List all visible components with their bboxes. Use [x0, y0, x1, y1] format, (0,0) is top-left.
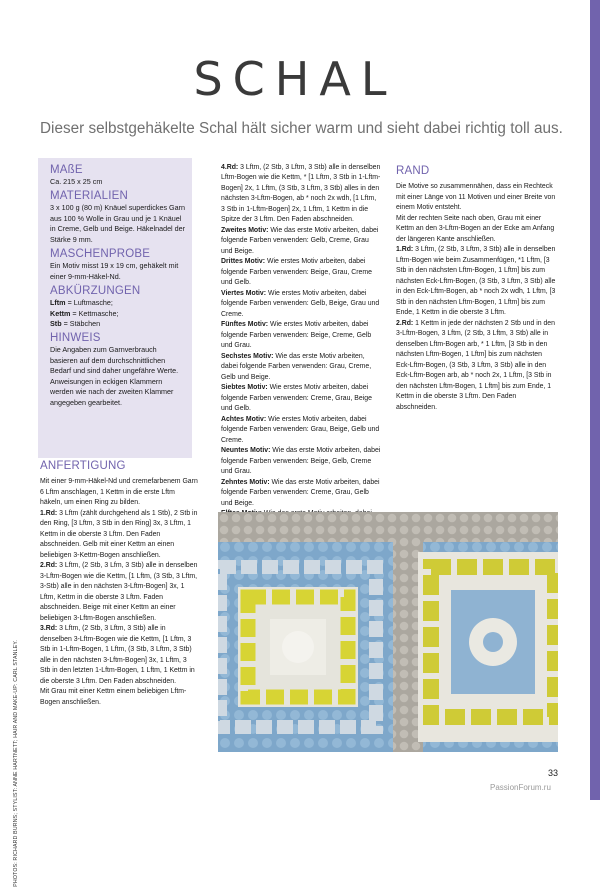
page-number: 33 [548, 768, 559, 778]
watermark: PassionForum.ru [490, 783, 551, 792]
instructions-column-3 [396, 163, 556, 413]
page-title: SCHAL [193, 52, 397, 106]
end-paragraph: Mit Grau mit einer Kettm einem beliebigen Lftm-Bogen anschließen. [40, 688, 187, 706]
info-box [38, 158, 192, 458]
abbreviation-item: Kettm = Kettmasche; [50, 308, 119, 318]
round-1-paragraph: 1.Rd: 3 Lftm (zählt durchgehend als 1 Stb), 2 Stb in den Ring, [3 Lftm, 3 Stb in den Ring] 3x, 3 Lftm, 1 Kettm in die oberste 3 Lftm. Den Faden abschneiden. Gelb mit einer Kettm an einen beliebigen 3-Kettm-Bogen anschließen. [40, 509, 198, 559]
material-text: 3 x 100 g (80 m) Knäuel superdickes Garn aus 100 % Wolle in Grau und je 1 Knäuel in Creme, Gelb und Beige. Häkelnadel der Stärke 9 mm. [50, 203, 186, 244]
rand-round-1: 1.Rd: 3 Lftm, (2 Stb, 3 Lftm, 3 Stb) alle in denselben Lftm-Bogen wie beim Zusammenfügen, *1 Lftm, [3 Stb in den nächsten Lftm-Bogen, 1 Lftm] bis zum nächsten Eck-Lftm-Bogen, (3 Stb, 3 Lftm, 3 Stb) alle in den Eck-Lftm-Bogen, ab * noch 2x wdh, 1 Lftm, [3 Stb in den nächsten Lftm-Bogen, 1 Lftm] bis zum Ende, 1 Kettm in die oberste 3 Lftm. [396, 246, 556, 317]
abbreviation-item: Lftm = Luftmasche; [50, 298, 113, 308]
hinweis-text: Die Angaben zum Garnverbrauch basieren auf dem durchschnittlichen Bedarf und sind daher ungefähre Werte. Anweisungen in eckigen Klammern werden wie nach der zweiten Klammer angegeben gearbeitet. [50, 345, 179, 407]
intro-paragraph: Mit einer 9-mm-Häkel-Nd und cremefarbenem Garn 6 Lftm anschlagen, 1 Kettm in die erste Lftm häkeln, um einen Ring zu bilden. [40, 478, 198, 507]
motif-paragraph: Sechstes Motiv: Wie das erste Motiv arbeiten, dabei folgende Farben verwenden: Grau, Creme, Gelb und Beige. [221, 352, 372, 381]
instructions-column-2 [221, 163, 381, 540]
round-3-paragraph: 3.Rd: 3 Lftm, (2 Stb, 3 Lftm, 3 Stb) alle in denselben 3-Lftm-Bogen wie die Kettm, [1 Lftm, 3 Stb in 1-Lftm-Bogen, 1 Lftm, (3 Stb, 3 Lftm, 3 Stb) alle in den nächsten 3-Lftm-Bogen] 3x, 1 Lftm, 3 Stb in den letzten 1-Lftm-Bogen, 1 Lftm, 1 Kettm in die oberste 3 Lftm. Den Faden abschneiden. [40, 625, 195, 685]
masse-text: Ca. 215 x 25 cm [50, 177, 103, 186]
anfertigung-heading: ANFERTIGUNG [40, 460, 126, 472]
motif-paragraph: Siebtes Motiv: Wie erstes Motiv arbeiten, dabei folgende Farben verwenden: Creme, Grau, Beige und Gelb. [221, 384, 372, 413]
granny-square-illustration [218, 512, 558, 752]
abbreviations-heading: ABKÜRZUNGEN [50, 285, 141, 298]
motif-paragraph: Fünftes Motiv: Wie erstes Motiv arbeiten, dabei folgende Farben verwenden: Beige, Creme, Gelb und Grau. [221, 321, 372, 350]
motif-paragraph: Zehntes Motiv: Wie das erste Motiv arbeiten, dabei folgende Farben verwenden: Creme, Grau, Gelb und Beige. [221, 478, 380, 507]
abbreviation-item: Stb = Stäbchen [50, 318, 101, 328]
instructions-column-1 [40, 458, 198, 708]
material-heading: MATERIALIEN [50, 190, 129, 203]
crochet-scarf-photo [218, 512, 558, 752]
probe-heading: MASCHENPROBE [50, 248, 151, 261]
motif-paragraph: Drittes Motiv: Wie erstes Motiv arbeiten, dabei folgende Farben verwenden: Beige, Grau, Creme und Gelb. [221, 258, 372, 287]
round-2-paragraph: 2.Rd: 3 Lftm, (2 Stb, 3 Lfm, 3 Stb) alle in denselben 3-Lftm-Bogen wie die Kettm, [1 Lftm, (3 Stb, 3 Lftm, 3-Stb) alle in den nächsten 3-Lftm-Bogen] 3x, 1 Lftm, Kettm in die oberste 3 Lftm. Faden abschneiden. Beige mit einer Kettm an einer beliebigen 3-Lftm-Bogen anschließen. [40, 562, 198, 622]
rand-intro-1: Die Motive so zusammennähen, dass ein Rechteck mit einer Länge von 11 Motiven und einer Breite von einem Motiv entsteht. [396, 183, 556, 212]
masse-heading: MAßE [50, 164, 83, 176]
probe-text: Ein Motiv misst 19 x 19 cm, gehäkelt mit einer 9-mm-Häkel-Nd. [50, 261, 179, 281]
round-4-paragraph: 4.Rd: 3 Lftm, (2 Stb, 3 Lftm, 3 Stb) alle in denselben Lftm-Bogen wie die Kettm, * [1 Lftm, 3 Stb in 1-Lftm-Bogen] 2x, 1 Lftm, (3 Stb, 3 Lftm, 3 Stb) alles in den nächsten 3-Lftm-Bogen, ab * noch 2x wdh, [1 Lftm, 3 Stb in 1-Lftm-Bogen] 2x, 1 Lftm, 1 Kettm in die Spitze der 3 Lftm. Den Faden abschneiden. [221, 164, 381, 224]
rand-round-2: 2.Rd: 1 Kettm in jede der nächsten 2 Stb und in den 3-Lftm-Bogen, 3 Lftm, (2 Stb, 3 Lftm, 3 Stb) alle in denselben Lftm-Bogen arb, * 1 Lftm, [3 Stb in den nächsten Lftm-Bogen, 1 Lftm] bis zum nächsten Eck-Lftm-Bogen, (3 Stb, 3 Lftm, 3 Stb) alle in den Eck-Lftm-Bogen arb, ab * noch 2x, 1 Lftm, [3 Stb in den nächsten Lftm-Bogen, 1 Lftm] bis zum Ende, 1 Kettm in die oberste 3 Lftm. Den Faden abschneiden. [396, 319, 555, 411]
motif-paragraph: Achtes Motiv: Wie erstes Motiv arbeiten, dabei folgende Farben verwenden: Grau, Beige, Gelb und Creme. [221, 415, 380, 444]
rand-heading: RAND [396, 165, 430, 177]
page-subtitle: Dieser selbstgehäkelte Schal hält sicher warm und sieht dabei richtig toll aus. [40, 120, 563, 137]
motif-paragraph: Viertes Motiv: Wie erstes Motiv arbeiten, dabei folgende Farben verwenden: Gelb, Beige, Grau und Creme. [221, 289, 380, 318]
motif-paragraph: Neuntes Motiv: Wie das erste Motiv arbeiten, dabei folgende Farben verwenden: Beige, Gelb, Creme und Grau. [221, 447, 381, 476]
photo-credit: PHOTOS: RICHARD BURNS; STYLIST: ANNE HARTNETT; HAIR AND MAKE-UP: CARL STANLEY. [13, 640, 19, 887]
rand-intro-2: Mit der rechten Seite nach oben, Grau mit einer Kettm an den 3-Lftm-Bogen an der Ecke am Anfang der längeren Kante anschließen. [396, 214, 555, 243]
hinweis-heading: HINWEIS [50, 332, 101, 345]
motif-paragraph: Zweites Motiv: Wie das erste Motiv arbeiten, dabei folgende Farben verwenden: Gelb, Creme, Grau und Beige. [221, 226, 379, 255]
